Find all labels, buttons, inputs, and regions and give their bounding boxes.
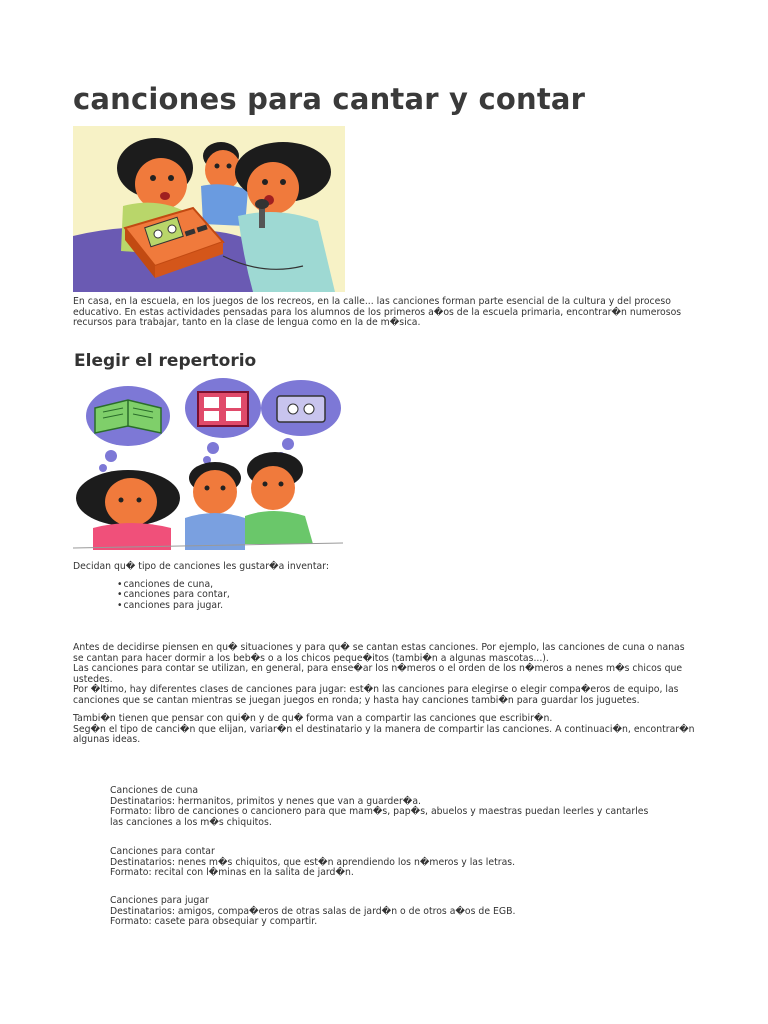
block-line: las canciones a los m�s chiquitos. <box>110 816 272 828</box>
intro-line: En casa, en la escuela, en los juegos de los recreos, en la calle... las canciones forman parte esencial de la cultura y del proceso <box>73 296 671 307</box>
list-item: • canciones de cuna, <box>117 580 230 590</box>
paragraph-line: ustedes. <box>73 673 113 685</box>
paragraph-line: canciones que se cantan mientras se juegan juegos en ronda; y hasta hay canciones tambi�n para guardar los juguetes. <box>73 694 640 706</box>
intro-line: educativo. En estas actividades pensadas para los alumnos de los primeros a�os de la escuela primaria, encontrar�n numerosos <box>73 306 682 318</box>
block-line: Formato: casete para obsequiar y compartir. <box>110 916 318 927</box>
paragraph-line: Seg�n el tipo de canci�n que elijan, variar�n el destinatario y la manera de compartir las canciones. A continuaci�n, encontrar�n <box>73 723 695 735</box>
paragraph-line: Por �ltimo, hay diferentes clases de canciones para jugar: est�n las canciones para elegirse o elegir compa�eros de equipo, las <box>73 684 679 696</box>
intro-line: recursos para trabajar, tanto en la clase de lengua como en la de m�sica. <box>73 317 421 329</box>
section-title: Elegir el repertorio <box>74 351 257 371</box>
block-line: Formato: libro de canciones o cancionero para que mam�s, pap�s, abuelos y maestras puedan leerles y cantarles <box>110 806 649 817</box>
page-title: canciones para cantar y contar <box>73 82 586 116</box>
block-line: Destinatarios: amigos, compa�eros de otras salas de jard�n o de otros a�os de EGB. <box>110 905 516 917</box>
block-title: Canciones para jugar <box>110 895 209 906</box>
list-item: • canciones para contar, <box>117 590 230 600</box>
block-title: Canciones para contar <box>110 846 215 857</box>
decide-line: Decidan qu� tipo de canciones les gustar�a inventar: <box>73 561 329 572</box>
block-line: Destinatarios: hermanitos, primitos y nenes que van a guarder�a. <box>110 795 421 807</box>
paragraph-line: se cantan para hacer dormir a los beb�s o a los chicos peque�itos (tambi�n a algunas mascotas...). <box>73 652 549 664</box>
paragraph-sharing <box>73 714 695 746</box>
list-item: • canciones para jugar. <box>117 601 230 611</box>
paragraph-line: Antes de decidirse piensen en qu� situaciones y para qu� se cantan estas canciones. Por ejemplo, las canciones de cuna o nanas <box>73 642 685 653</box>
paragraph-line: algunas ideas. <box>73 734 141 746</box>
thinking-children-illustration <box>73 378 343 550</box>
singing-children-illustration <box>73 126 345 292</box>
paragraph-line: Las canciones para contar se utilizan, en general, para ense�ar los n�meros o el orden de los n�meros a nenes m�s chicos que <box>73 663 683 675</box>
block-line: Formato: recital con l�minas en la salita de jard�n. <box>110 867 354 878</box>
song-type-list <box>117 580 230 611</box>
paragraph-line: Tambi�n tienen que pensar con qui�n y de qu� forma van a compartir las canciones que escribir�n. <box>73 713 553 724</box>
paragraph-situations <box>73 643 685 707</box>
block-canciones-para-jugar <box>110 896 515 928</box>
block-canciones-para-contar <box>110 847 515 879</box>
block-title: Canciones de cuna <box>110 785 199 796</box>
block-line: Destinatarios: nenes m�s chiquitos, que est�n aprendiendo los n�meros y las letras. <box>110 856 516 868</box>
intro-paragraph <box>73 297 681 329</box>
block-canciones-de-cuna <box>110 786 648 828</box>
